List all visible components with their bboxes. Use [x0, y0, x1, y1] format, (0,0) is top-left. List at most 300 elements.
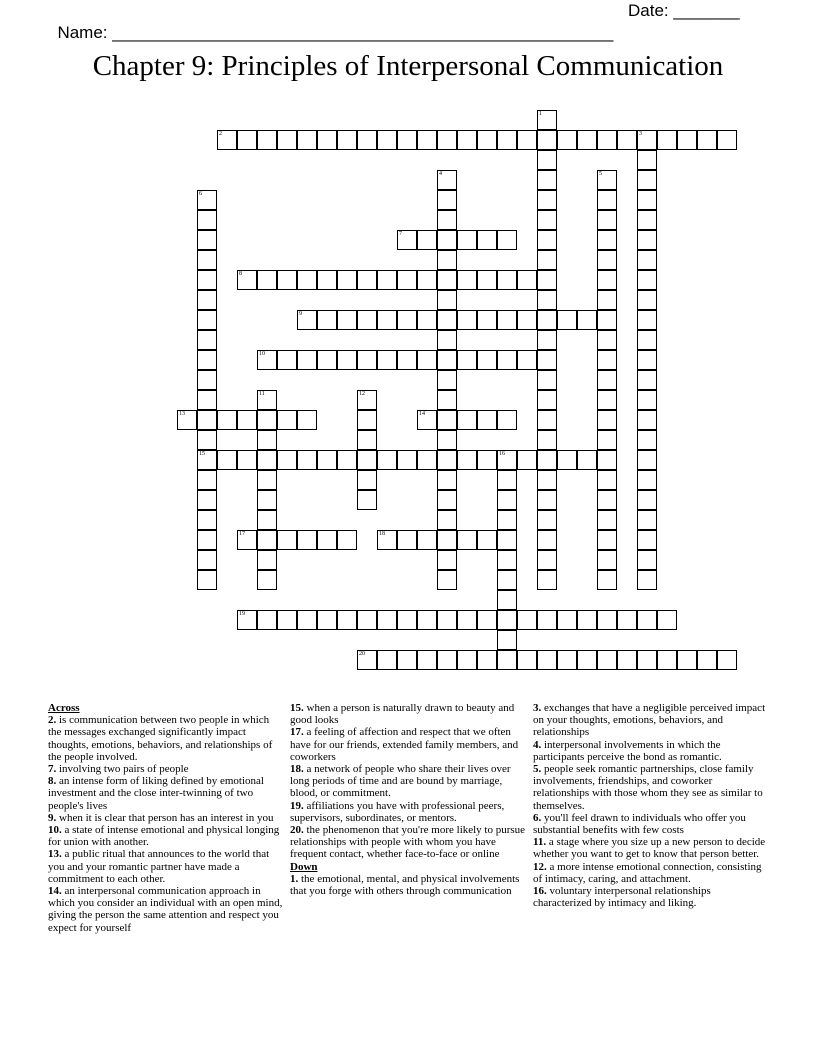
grid-cell[interactable] [377, 530, 397, 550]
grid-cell[interactable] [297, 310, 317, 330]
grid-cell[interactable] [237, 270, 257, 290]
grid-cell[interactable] [697, 130, 717, 150]
grid-cell[interactable] [437, 130, 457, 150]
grid-cell[interactable] [597, 330, 617, 350]
grid-cell[interactable] [557, 610, 577, 630]
grid-cell[interactable] [637, 350, 657, 370]
grid-cell[interactable] [397, 310, 417, 330]
grid-cell[interactable] [197, 190, 217, 210]
grid-cell[interactable] [457, 310, 477, 330]
grid-cell[interactable] [437, 410, 457, 430]
grid-cell[interactable] [637, 510, 657, 530]
grid-cell[interactable] [357, 410, 377, 430]
grid-cell[interactable] [637, 470, 657, 490]
grid-cell[interactable] [357, 130, 377, 150]
grid-cell[interactable] [437, 310, 457, 330]
grid-cell[interactable] [457, 130, 477, 150]
grid-cell[interactable] [717, 650, 737, 670]
grid-cell[interactable] [537, 350, 557, 370]
grid-cell[interactable] [437, 330, 457, 350]
grid-cell[interactable] [537, 210, 557, 230]
grid-cell[interactable] [497, 650, 517, 670]
grid-cell[interactable] [257, 610, 277, 630]
grid-cell[interactable] [437, 490, 457, 510]
grid-cell[interactable] [617, 130, 637, 150]
grid-cell[interactable] [637, 530, 657, 550]
grid-cell[interactable] [697, 650, 717, 670]
grid-cell[interactable] [617, 650, 637, 670]
grid-cell[interactable] [377, 310, 397, 330]
grid-cell[interactable] [197, 430, 217, 450]
grid-cell[interactable] [497, 130, 517, 150]
grid-cell[interactable] [197, 210, 217, 230]
grid-cell[interactable] [397, 650, 417, 670]
grid-cell[interactable] [317, 610, 337, 630]
grid-cell[interactable] [297, 350, 317, 370]
grid-cell[interactable] [597, 210, 617, 230]
grid-cell[interactable] [637, 610, 657, 630]
grid-cell[interactable] [257, 390, 277, 410]
grid-cell[interactable] [597, 550, 617, 570]
grid-cell[interactable] [357, 270, 377, 290]
grid-cell[interactable] [657, 650, 677, 670]
grid-cell[interactable] [497, 270, 517, 290]
grid-cell[interactable] [597, 430, 617, 450]
grid-cell[interactable] [437, 610, 457, 630]
grid-cell[interactable] [517, 450, 537, 470]
grid-cell[interactable] [597, 530, 617, 550]
grid-cell[interactable] [297, 530, 317, 550]
grid-cell[interactable] [497, 610, 517, 630]
clue-number: 8 [239, 271, 242, 277]
grid-cell[interactable] [417, 530, 437, 550]
grid-cell[interactable] [517, 650, 537, 670]
grid-cell[interactable] [457, 650, 477, 670]
clue-item-number: 10. [48, 824, 62, 837]
grid-cell[interactable] [357, 450, 377, 470]
grid-cell[interactable] [597, 270, 617, 290]
grid-cell[interactable] [537, 150, 557, 170]
grid-cell[interactable] [257, 130, 277, 150]
grid-cell[interactable] [277, 130, 297, 150]
grid-cell[interactable] [637, 570, 657, 590]
grid-cell[interactable] [597, 190, 617, 210]
grid-cell[interactable] [597, 290, 617, 310]
grid-cell[interactable] [537, 530, 557, 550]
grid-cell[interactable] [257, 410, 277, 430]
grid-cell[interactable] [497, 310, 517, 330]
grid-cell[interactable] [357, 430, 377, 450]
clue-number: 7 [399, 231, 402, 237]
grid-cell[interactable] [357, 650, 377, 670]
grid-cell[interactable] [437, 370, 457, 390]
grid-cell[interactable] [377, 610, 397, 630]
grid-cell[interactable] [497, 530, 517, 550]
clue-item-number: 19. [290, 799, 304, 812]
grid-cell[interactable] [597, 310, 617, 330]
grid-cell[interactable] [437, 450, 457, 470]
grid-cell[interactable] [637, 190, 657, 210]
grid-cell[interactable] [637, 210, 657, 230]
grid-cell[interactable] [457, 450, 477, 470]
grid-cell[interactable] [597, 390, 617, 410]
grid-cell[interactable] [537, 570, 557, 590]
grid-cell[interactable] [477, 230, 497, 250]
grid-cell[interactable] [277, 410, 297, 430]
grid-cell[interactable] [597, 490, 617, 510]
grid-cell[interactable] [397, 230, 417, 250]
grid-cell[interactable] [497, 350, 517, 370]
grid-cell[interactable] [417, 310, 437, 330]
grid-cell[interactable] [537, 270, 557, 290]
grid-cell[interactable] [197, 510, 217, 530]
grid-cell[interactable] [637, 390, 657, 410]
grid-cell[interactable] [257, 570, 277, 590]
grid-cell[interactable] [677, 650, 697, 670]
grid-cell[interactable] [437, 270, 457, 290]
clue-item [533, 812, 769, 836]
grid-cell[interactable] [637, 330, 657, 350]
grid-cell[interactable] [177, 410, 197, 430]
grid-cell[interactable] [637, 150, 657, 170]
grid-cell[interactable] [377, 130, 397, 150]
grid-cell[interactable] [217, 450, 237, 470]
grid-cell[interactable] [557, 450, 577, 470]
grid-cell[interactable] [437, 570, 457, 590]
grid-cell[interactable] [277, 450, 297, 470]
grid-cell[interactable] [257, 490, 277, 510]
grid-cell[interactable] [337, 450, 357, 470]
grid-cell[interactable] [477, 450, 497, 470]
grid-cell[interactable] [197, 370, 217, 390]
grid-cell[interactable] [237, 610, 257, 630]
grid-cell[interactable] [197, 250, 217, 270]
grid-cell[interactable] [597, 470, 617, 490]
grid-cell[interactable] [637, 430, 657, 450]
grid-cell[interactable] [437, 430, 457, 450]
grid-cell[interactable] [457, 270, 477, 290]
grid-cell[interactable] [317, 450, 337, 470]
grid-cell[interactable] [337, 130, 357, 150]
grid-cell[interactable] [437, 530, 457, 550]
grid-cell[interactable] [477, 350, 497, 370]
grid-cell[interactable] [237, 450, 257, 470]
grid-cell[interactable] [457, 350, 477, 370]
grid-cell[interactable] [197, 470, 217, 490]
grid-cell[interactable] [637, 450, 657, 470]
grid-cell[interactable] [317, 310, 337, 330]
page-title: Chapter 9: Principles of Interpersonal Communication [92, 50, 724, 82]
clue-item [48, 824, 284, 848]
grid-cell[interactable] [597, 170, 617, 190]
grid-cell[interactable] [477, 650, 497, 670]
grid-cell[interactable] [357, 310, 377, 330]
grid-cell[interactable] [257, 550, 277, 570]
grid-cell[interactable] [437, 550, 457, 570]
grid-cell[interactable] [417, 230, 437, 250]
grid-cell[interactable] [277, 530, 297, 550]
grid-cell[interactable] [357, 610, 377, 630]
grid-cell[interactable] [637, 370, 657, 390]
grid-cell[interactable] [657, 130, 677, 150]
grid-cell[interactable] [537, 390, 557, 410]
grid-cell[interactable] [357, 350, 377, 370]
grid-cell[interactable] [197, 570, 217, 590]
name-field[interactable]: Name: _____________________________________________________ [57, 23, 614, 42]
grid-cell[interactable] [517, 310, 537, 330]
clue-item-number: 5. [533, 763, 542, 776]
grid-cell[interactable] [457, 230, 477, 250]
grid-cell[interactable] [197, 450, 217, 470]
grid-cell[interactable] [537, 490, 557, 510]
grid-cell[interactable] [397, 270, 417, 290]
clue-number: 2 [219, 131, 222, 137]
grid-cell[interactable] [477, 270, 497, 290]
grid-cell[interactable] [337, 610, 357, 630]
grid-cell[interactable] [197, 410, 217, 430]
grid-cell[interactable] [497, 510, 517, 530]
grid-cell[interactable] [297, 610, 317, 630]
grid-cell[interactable] [537, 230, 557, 250]
grid-cell[interactable] [237, 530, 257, 550]
grid-cell[interactable] [257, 430, 277, 450]
clue-item-number: 7. [48, 763, 57, 776]
grid-cell[interactable] [417, 450, 437, 470]
grid-cell[interactable] [577, 310, 597, 330]
clue-item-text: you'll feel drawn to individuals who offer you substantial benefits with few costs [533, 811, 746, 837]
grid-cell[interactable] [377, 650, 397, 670]
grid-cell[interactable] [357, 490, 377, 510]
grid-cell[interactable] [637, 490, 657, 510]
grid-cell[interactable] [637, 650, 657, 670]
grid-cell[interactable] [497, 230, 517, 250]
grid-cell[interactable] [497, 590, 517, 610]
grid-cell[interactable] [437, 390, 457, 410]
grid-cell[interactable] [597, 650, 617, 670]
grid-cell[interactable] [417, 350, 437, 370]
grid-cell[interactable] [637, 250, 657, 270]
grid-cell[interactable] [237, 130, 257, 150]
grid-cell[interactable] [277, 610, 297, 630]
grid-cell[interactable] [597, 450, 617, 470]
grid-cell[interactable] [257, 350, 277, 370]
clue-item-text: involving two pairs of people [56, 763, 189, 776]
grid-cell[interactable] [597, 370, 617, 390]
grid-cell[interactable] [557, 310, 577, 330]
grid-cell[interactable] [637, 270, 657, 290]
grid-cell[interactable] [437, 350, 457, 370]
grid-cell[interactable] [337, 270, 357, 290]
grid-cell[interactable] [537, 510, 557, 530]
grid-cell[interactable] [477, 130, 497, 150]
grid-cell[interactable] [397, 350, 417, 370]
grid-cell[interactable] [257, 470, 277, 490]
grid-cell[interactable] [597, 130, 617, 150]
grid-cell[interactable] [477, 610, 497, 630]
grid-cell[interactable] [197, 490, 217, 510]
grid-cell[interactable] [637, 290, 657, 310]
grid-cell[interactable] [317, 270, 337, 290]
grid-cell[interactable] [597, 410, 617, 430]
grid-cell[interactable] [597, 610, 617, 630]
grid-cell[interactable] [477, 530, 497, 550]
grid-cell[interactable] [457, 410, 477, 430]
grid-cell[interactable] [637, 410, 657, 430]
grid-cell[interactable] [417, 610, 437, 630]
grid-cell[interactable] [537, 450, 557, 470]
grid-cell[interactable] [537, 310, 557, 330]
grid-cell[interactable] [317, 350, 337, 370]
grid-cell[interactable] [377, 350, 397, 370]
grid-cell[interactable] [257, 270, 277, 290]
grid-cell[interactable] [357, 470, 377, 490]
grid-cell[interactable] [537, 290, 557, 310]
grid-cell[interactable] [357, 390, 377, 410]
grid-cell[interactable] [537, 330, 557, 350]
date-field[interactable]: Date: _______ [628, 1, 740, 20]
grid-cell[interactable] [217, 410, 237, 430]
grid-cell[interactable] [417, 650, 437, 670]
grid-cell[interactable] [437, 250, 457, 270]
grid-cell[interactable] [437, 650, 457, 670]
grid-cell[interactable] [437, 210, 457, 230]
grid-cell[interactable] [597, 350, 617, 370]
clue-item-number: 11. [533, 836, 547, 849]
grid-cell[interactable] [537, 410, 557, 430]
grid-cell[interactable] [197, 310, 217, 330]
grid-cell[interactable] [497, 470, 517, 490]
clue-item [533, 836, 769, 860]
grid-cell[interactable] [597, 510, 617, 530]
clue-number: 13 [179, 411, 185, 417]
clue-item-text: a state of intense emotional and physical longing for union with another. [48, 824, 280, 849]
grid-cell[interactable] [577, 450, 597, 470]
grid-cell[interactable] [497, 570, 517, 590]
grid-cell[interactable] [497, 410, 517, 430]
grid-cell[interactable] [197, 230, 217, 250]
grid-cell[interactable] [437, 170, 457, 190]
grid-cell[interactable] [577, 610, 597, 630]
grid-cell[interactable] [637, 130, 657, 150]
grid-cell[interactable] [297, 270, 317, 290]
grid-cell[interactable] [437, 190, 457, 210]
grid-cell[interactable] [377, 270, 397, 290]
grid-cell[interactable] [277, 350, 297, 370]
grid-cell[interactable] [237, 410, 257, 430]
grid-cell[interactable] [277, 270, 297, 290]
grid-cell[interactable] [597, 250, 617, 270]
grid-cell[interactable] [197, 330, 217, 350]
grid-cell[interactable] [197, 550, 217, 570]
grid-cell[interactable] [537, 610, 557, 630]
grid-cell[interactable] [337, 350, 357, 370]
grid-cell[interactable] [537, 370, 557, 390]
clue-item [533, 763, 769, 812]
grid-cell[interactable] [417, 270, 437, 290]
clue-item [290, 726, 526, 763]
grid-cell[interactable] [297, 130, 317, 150]
clue-item-number: 14. [48, 885, 62, 898]
grid-cell[interactable] [337, 310, 357, 330]
grid-cell[interactable] [537, 110, 557, 130]
grid-cell[interactable] [397, 610, 417, 630]
grid-cell[interactable] [517, 350, 537, 370]
grid-cell[interactable] [397, 530, 417, 550]
grid-cell[interactable] [537, 430, 557, 450]
grid-cell[interactable] [497, 490, 517, 510]
grid-cell[interactable] [457, 610, 477, 630]
grid-cell[interactable] [497, 630, 517, 650]
grid-cell[interactable] [437, 470, 457, 490]
grid-cell[interactable] [197, 350, 217, 370]
grid-cell[interactable] [537, 130, 557, 150]
grid-cell[interactable] [577, 130, 597, 150]
clue-item-text: a feeling of affection and respect that we often have for our friends, extended family members, and coworkers [290, 726, 519, 763]
grid-cell[interactable] [657, 610, 677, 630]
grid-cell[interactable] [517, 130, 537, 150]
grid-cell[interactable] [497, 450, 517, 470]
grid-cell[interactable] [317, 130, 337, 150]
grid-cell[interactable] [257, 510, 277, 530]
grid-cell[interactable] [297, 450, 317, 470]
grid-cell[interactable] [197, 390, 217, 410]
grid-cell[interactable] [397, 450, 417, 470]
grid-cell[interactable] [477, 310, 497, 330]
grid-cell[interactable] [197, 290, 217, 310]
grid-cell[interactable] [217, 130, 237, 150]
grid-cell[interactable] [617, 610, 637, 630]
grid-cell[interactable] [717, 130, 737, 150]
grid-cell[interactable] [637, 170, 657, 190]
grid-cell[interactable] [537, 550, 557, 570]
grid-cell[interactable] [637, 550, 657, 570]
clue-number: 11 [259, 391, 265, 397]
grid-cell[interactable] [537, 470, 557, 490]
grid-cell[interactable] [317, 530, 337, 550]
grid-cell[interactable] [637, 230, 657, 250]
grid-cell[interactable] [437, 510, 457, 530]
grid-cell[interactable] [537, 190, 557, 210]
grid-cell[interactable] [497, 550, 517, 570]
grid-cell[interactable] [597, 230, 617, 250]
grid-cell[interactable] [337, 530, 357, 550]
grid-cell[interactable] [257, 530, 277, 550]
grid-cell[interactable] [377, 450, 397, 470]
grid-cell[interactable] [537, 250, 557, 270]
grid-cell[interactable] [557, 130, 577, 150]
grid-cell[interactable] [677, 130, 697, 150]
grid-cell[interactable] [437, 290, 457, 310]
grid-cell[interactable] [197, 530, 217, 550]
grid-cell[interactable] [477, 410, 497, 430]
grid-cell[interactable] [557, 650, 577, 670]
grid-cell[interactable] [637, 310, 657, 330]
grid-cell[interactable] [457, 530, 477, 550]
grid-cell[interactable] [197, 270, 217, 290]
grid-cell[interactable] [417, 410, 437, 430]
grid-cell[interactable] [537, 170, 557, 190]
grid-cell[interactable] [517, 610, 537, 630]
grid-cell[interactable] [577, 650, 597, 670]
grid-cell[interactable] [397, 130, 417, 150]
grid-cell[interactable] [597, 570, 617, 590]
grid-cell[interactable] [437, 230, 457, 250]
grid-cell[interactable] [537, 650, 557, 670]
grid-cell[interactable] [417, 130, 437, 150]
grid-cell[interactable] [517, 270, 537, 290]
grid-cell[interactable] [257, 450, 277, 470]
grid-cell[interactable] [297, 410, 317, 430]
